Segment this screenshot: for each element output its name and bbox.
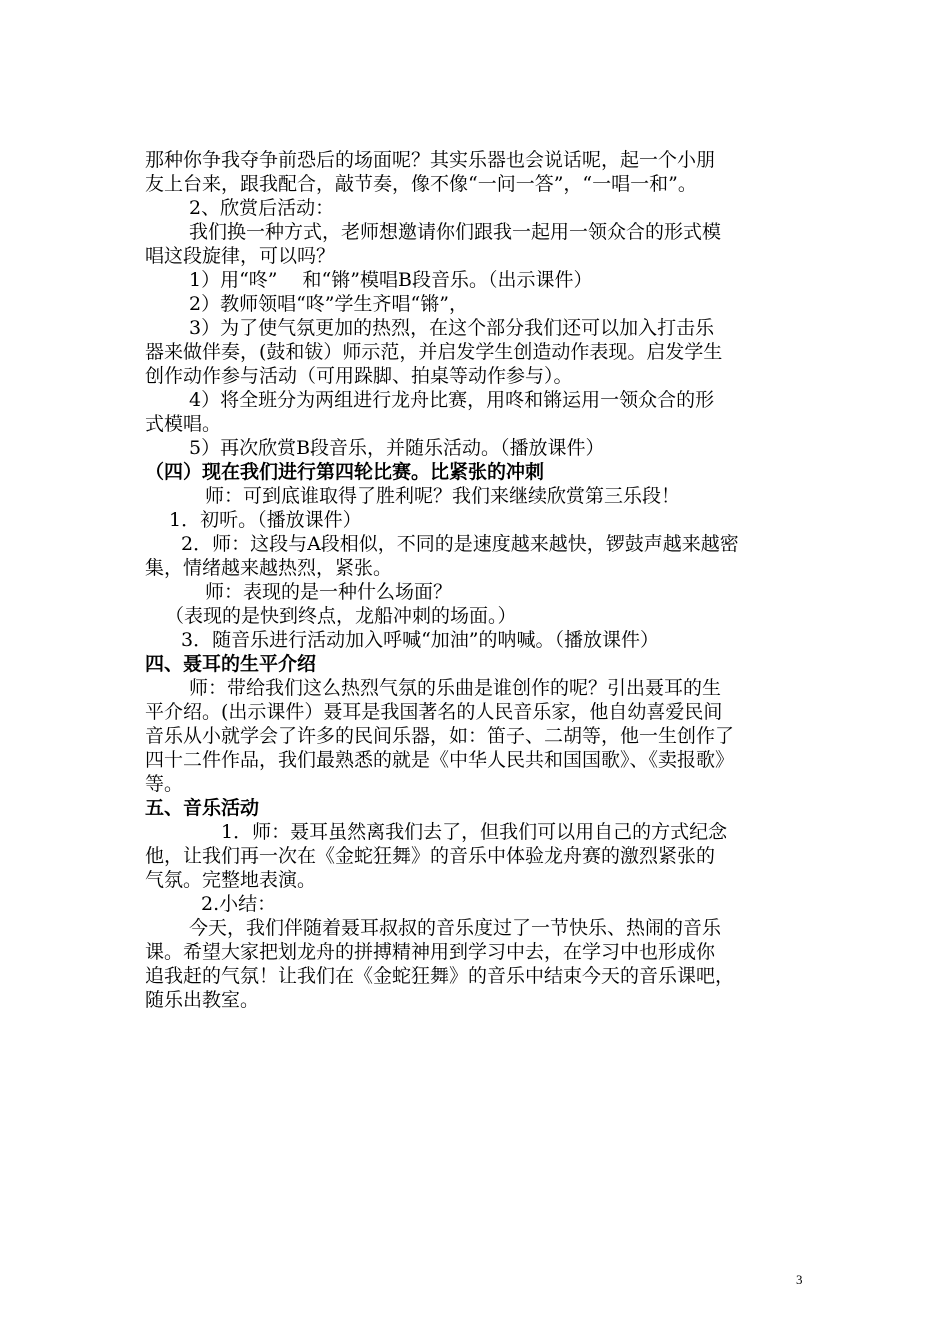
- text-line: 我们换一种方式，老师想邀请你们跟我一起用一领众合的形式模: [189, 221, 722, 243]
- text-line: 四十二件作品，我们最熟悉的就是《中华人民共和国国歌》、《卖报歌》: [145, 749, 735, 771]
- text-line: 唱这段旋律，可以吗？: [145, 245, 336, 267]
- text-line: 师：可到底谁取得了胜利呢？我们来继续欣赏第三乐段！: [205, 485, 681, 507]
- section-heading: 四、聂耳的生平介绍: [145, 653, 317, 675]
- text-line: 创作动作参与活动（可用跺脚、拍桌等动作参与）。: [145, 365, 573, 387]
- text-line: 2）教师领唱“咚”学生齐唱“锵”，: [189, 293, 468, 315]
- text-line: 1）用“咚” 和“锵”模唱B段音乐。（出示课件）: [189, 269, 593, 291]
- text-line: 追我赶的气氛！让我们在《金蛇狂舞》的音乐中结束今天的音乐课吧，: [145, 965, 735, 987]
- text-line: 2、欣赏后活动：: [189, 197, 335, 219]
- document-body: [145, 148, 810, 1012]
- text-line: 4）将全班分为两组进行龙舟比赛，用咚和锵运用一领众合的形: [189, 389, 715, 411]
- section-heading: 五、音乐活动: [145, 797, 260, 819]
- text-line: 集，情绪越来越热烈，紧张。: [145, 557, 393, 579]
- text-line: 3．随音乐进行活动加入呼喊“加油”的呐喊。（播放课件）: [181, 629, 660, 651]
- text-line: 师：表现的是一种什么场面？: [205, 581, 453, 603]
- section-heading: （四）现在我们进行第四轮比赛。比紧张的冲刺: [145, 461, 545, 483]
- page-number: 3: [796, 1272, 803, 1287]
- text-line: 那种你争我夺争前恐后的场面呢？其实乐器也会说话呢，起一个小朋: [145, 149, 716, 171]
- text-line: 友上台来，跟我配合，敲节奏，像不像“一问一答”，“一唱一和”。: [145, 173, 697, 195]
- text-line: 等。: [145, 773, 184, 795]
- text-line: 师：带给我们这么热烈气氛的乐曲是谁创作的呢？引出聂耳的生: [189, 677, 722, 699]
- text-line: （表现的是快到终点，龙船冲刺的场面。）: [165, 605, 517, 627]
- text-line: 3）为了使气氛更加的热烈，在这个部分我们还可以加入打击乐: [189, 317, 715, 339]
- text-line: 随乐出教室。: [145, 989, 260, 1011]
- text-line: 他，让我们再一次在《金蛇狂舞》的音乐中体验龙舟赛的激烈紧张的: [145, 845, 716, 867]
- text-line: 课。希望大家把划龙舟的拼搏精神用到学习中去，在学习中也形成你: [145, 941, 716, 963]
- text-line: 2.小结：: [201, 893, 277, 915]
- text-line: 1．初听。（播放课件）: [169, 509, 362, 531]
- text-line: 1．师：聂耳虽然离我们去了，但我们可以用自己的方式纪念: [221, 821, 728, 843]
- text-line: 5）再次欣赏B段音乐，并随乐活动。（播放课件）: [189, 437, 605, 459]
- text-line: 今天，我们伴随着聂耳叔叔的音乐度过了一节快乐、热闹的音乐: [189, 917, 722, 939]
- text-line: 2．师：这段与A段相似，不同的是速度越来越快，锣鼓声越来越密: [181, 533, 739, 555]
- text-line: 气氛。完整地表演。: [145, 869, 317, 891]
- text-line: 平介绍。(出示课件）聂耳是我国著名的人民音乐家，他自幼喜爱民间: [145, 701, 723, 723]
- text-line: 器来做伴奏，(鼓和钹）师示范，并启发学生创造动作表现。启发学生: [145, 341, 723, 363]
- text-line: 音乐从小就学会了许多的民间乐器，如：笛子、二胡等，他一生创作了: [145, 725, 735, 747]
- text-line: 式模唱。: [145, 413, 222, 435]
